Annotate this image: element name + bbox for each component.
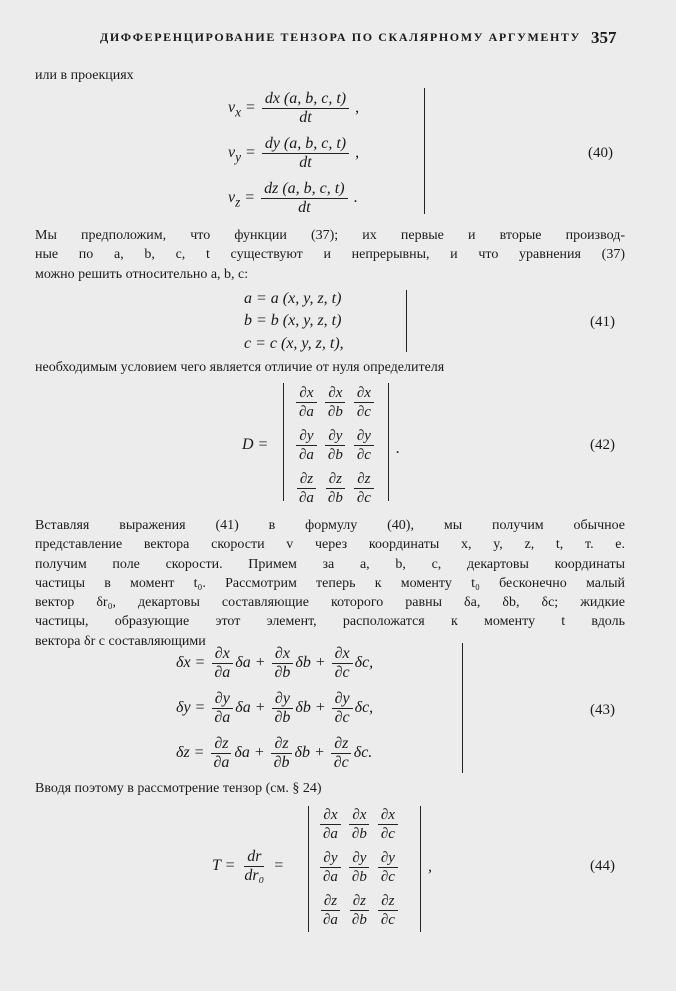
equation-number: (44) <box>590 858 615 874</box>
text-line: можно решить относительно a, b, c: <box>35 266 249 282</box>
eq43-row: δx = $\frac{\partial x}{\partial a}$ δa + $\frac{\partial x}{\partial b}$ δb + $\frac{\partial x}{\partial c}$ δc, <box>176 645 374 681</box>
paragraph-1 <box>35 226 625 284</box>
eq44-punct: , <box>428 858 432 875</box>
matrix-brace <box>308 806 309 932</box>
text-line: представление вектора скорости v через координаты x, y, z, t, т. е. <box>35 537 625 553</box>
text-line: Вводя поэтому в рассмотрение тензор (см. § 24) <box>35 781 322 796</box>
eq42-punct: . <box>396 440 400 457</box>
text-line: вектор δr₀, декартовы составляющие которого равны δa, δb, δc; жидкие <box>35 595 625 611</box>
text-line: ные по a, b, c, t существуют и непрерывны, и что уравнения (37) <box>35 247 625 263</box>
eq43-row: δy = $\frac{\partial y}{\partial a}$ δa + $\frac{\partial y}{\partial b}$ δb + $\frac{\partial y}{\partial c}$ δc, <box>176 690 374 726</box>
eq40-row: $v_y$ = $\frac{dy (a, b, c, t)}{dt}$ , <box>228 135 360 171</box>
text-line: необходимым условием чего является отличие от нуля определителя <box>35 360 445 375</box>
paragraph-3 <box>35 516 625 651</box>
text-line: или в проекциях <box>35 68 134 83</box>
paragraph-4 <box>35 779 625 798</box>
page-number: 357 <box>591 28 617 47</box>
intro-text <box>35 66 625 85</box>
matrix-brace <box>420 806 421 932</box>
equation-number: (43) <box>590 702 615 718</box>
text-line: вектора δr с составляющими <box>35 633 206 649</box>
tensor-matrix: $\frac{\partial x}{\partial a}$ $\frac{\partial x}{\partial b}$ $\frac{\partial x}{\partial c}$ $\frac{\partial y}{\partial a}$ $\frac{\partial y}{\partial b}$ $\frac{\partial y}{\partial c}$ $\frac{\partial z}{\partial a}$ $\frac{\partial z}{\partial b}$ $\frac{\partial z}{\partial c}$ <box>318 806 400 935</box>
eq41-row: a = a (x, y, z, t) <box>244 290 342 307</box>
eq40-row: $v_z$ = $\frac{dz (a, b, c, t)}{dt}$ . <box>228 180 358 216</box>
text-line: Вставляя выражения (41) в формулу (40), мы получим обычное <box>35 518 625 533</box>
eq41-row: b = b (x, y, z, t) <box>244 312 342 329</box>
brace-line <box>462 643 463 773</box>
text-line: частицы в момент t₀. Рассмотрим теперь к моменту t₀ бесконечно малый <box>35 575 625 591</box>
equation-number: (42) <box>590 437 615 453</box>
text-line: получим поле скорости. Примем за a, b, c, декартовы координаты <box>35 556 625 572</box>
text-line: Мы предположим, что функции (37); их первые и вторые производ- <box>35 228 625 243</box>
text-line: частицы, образующие этот элемент, расположатся к моменту t вдоль <box>35 614 625 630</box>
equation-number: (40) <box>588 145 613 161</box>
brace-line <box>424 88 425 214</box>
eq44-lhs: T = $\frac{dr}{\text{dr₀}}$ = <box>212 848 284 884</box>
paragraph-2 <box>35 358 625 377</box>
brace-line <box>406 290 407 352</box>
eq41-row: c = c (x, y, z, t), <box>244 335 344 352</box>
determinant-bar <box>388 383 389 501</box>
equation-number: (41) <box>590 314 615 330</box>
determinant-matrix: $\frac{\partial x}{\partial a}$ $\frac{\partial x}{\partial b}$ $\frac{\partial x}{\partial c}$ $\frac{\partial y}{\partial a}$ $\frac{\partial y}{\partial b}$ $\frac{\partial y}{\partial c}$ $\frac{\partial z}{\partial a}$ $\frac{\partial z}{\partial b}$ $\frac{\partial z}{\partial c}$ <box>294 384 376 513</box>
running-header: ДИФФЕРЕНЦИРОВАНИЕ ТЕНЗОРА ПО СКАЛЯРНОМУ АРГУМЕНТУ <box>100 30 581 44</box>
eq42-lhs: D = <box>242 436 269 453</box>
eq43-row: δz = $\frac{\partial z}{\partial a}$ δa + $\frac{\partial z}{\partial b}$ δb + $\frac{\partial z}{\partial c}$ δc. <box>176 735 373 771</box>
eq40-row: $v_x$ = $\frac{dx (a, b, c, t)}{dt}$ , <box>228 90 360 126</box>
determinant-bar <box>283 383 284 501</box>
